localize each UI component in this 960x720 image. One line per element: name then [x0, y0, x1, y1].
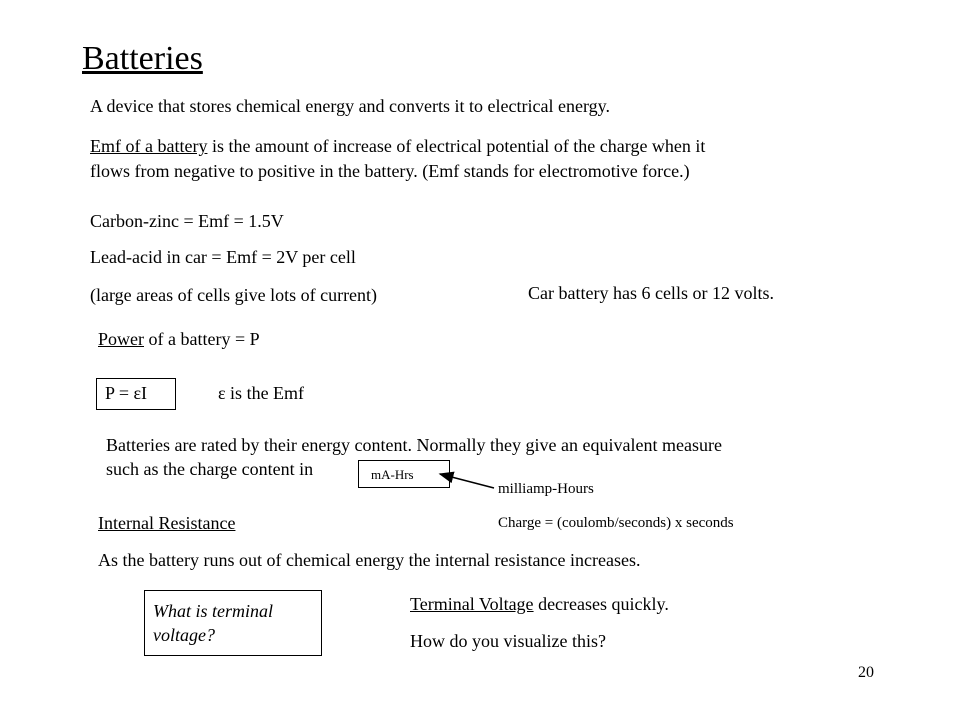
car-battery-text: Car battery has 6 cells or 12 volts.	[528, 283, 774, 303]
runs-out-text: As the battery runs out of chemical energy the internal resistance increases.	[98, 550, 641, 570]
mahrs-text: mA-Hrs	[371, 467, 414, 482]
question-line-2: voltage?	[153, 625, 215, 645]
terminal-voltage-line	[410, 594, 669, 615]
rated-line-2: such as the charge content in	[106, 459, 314, 479]
terminal-voltage-term: Terminal Voltage	[410, 594, 534, 614]
rated-line-1: Batteries are rated by their energy content. Normally they give an equivalent measure	[106, 435, 722, 455]
lead-acid-text: Lead-acid in car = Emf = 2V per cell	[90, 247, 356, 267]
emf-term: Emf of a battery	[90, 136, 208, 156]
power-term: Power	[98, 329, 144, 349]
definition-text: A device that stores chemical energy and converts it to electrical energy.	[90, 96, 610, 116]
epsilon-note: ε is the Emf	[218, 383, 305, 403]
visualize-text: How do you visualize this?	[410, 631, 606, 651]
milliamp-text: milliamp-Hours	[498, 481, 594, 497]
internal-resistance-heading: Internal Resistance	[98, 513, 236, 533]
large-areas-text: (large areas of cells give lots of current)	[90, 285, 378, 305]
formula-text: P = εI	[105, 383, 148, 403]
terminal-voltage-rest: decreases quickly.	[533, 594, 669, 614]
carbon-zinc-text: Carbon-zinc = Emf = 1.5V	[90, 211, 284, 231]
question-box	[144, 590, 322, 656]
page-number: 20	[858, 664, 874, 681]
power-rest: of a battery = P	[144, 329, 260, 349]
charge-formula-text: Charge = (coulomb/seconds) x seconds	[498, 515, 734, 531]
emf-definition-part-1: is the amount of increase of electrical potential of the charge when it	[207, 136, 706, 156]
question-line-1: What is terminal	[153, 601, 273, 621]
emf-line-2: flows from negative to positive in the battery. (Emf stands for electromotive force.)	[90, 161, 690, 181]
page-title: Batteries	[82, 40, 203, 77]
